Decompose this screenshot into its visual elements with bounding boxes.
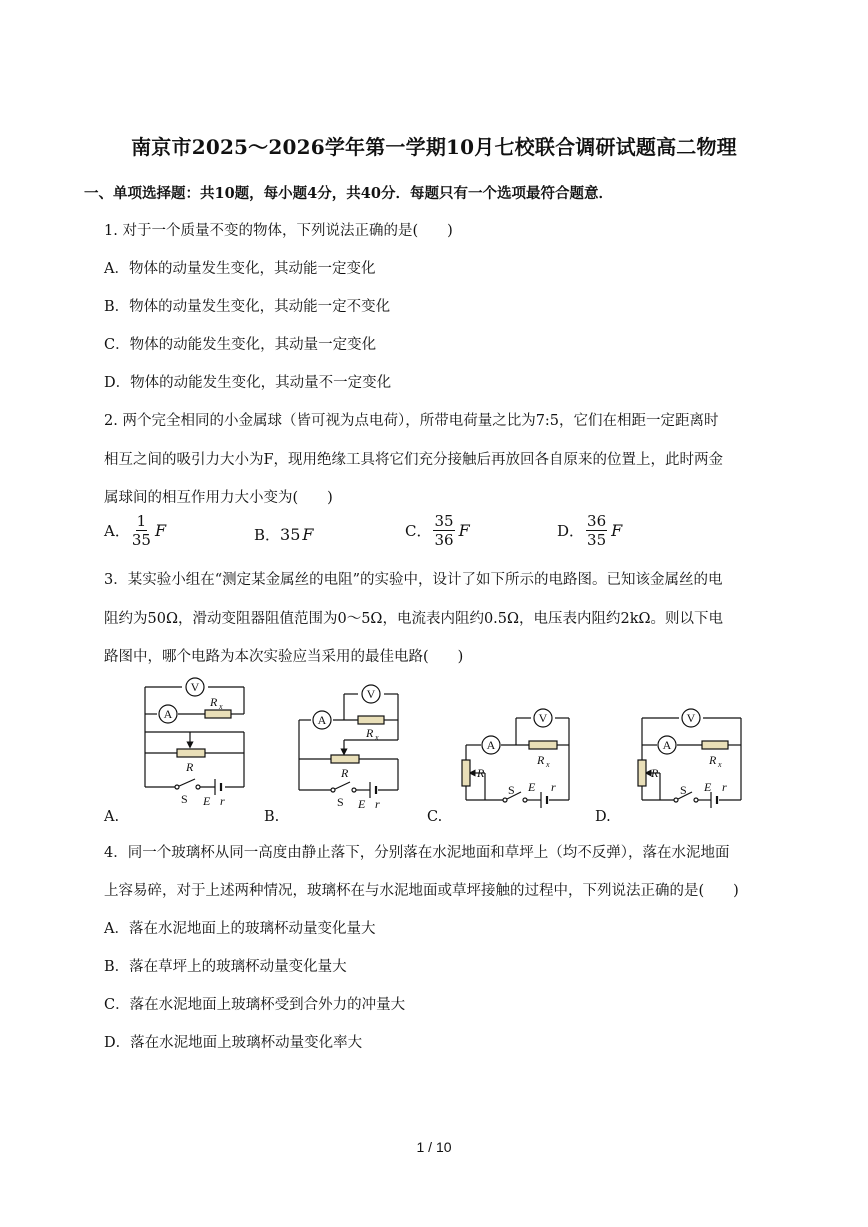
q1-option-b: B．物体的动量发生变化，其动能一定不变化 [104,299,391,315]
q2-stem-line1: 2. 两个完全相同的小金属球（皆可视为点电荷），所带电荷量之比为7:5，它们在相距一定距离时 [104,413,719,429]
ammeter-label: A [163,707,173,721]
q2-option-b [254,524,314,545]
denominator: 35 [131,531,151,549]
option-label: D． [557,522,585,540]
coefficient: 35 [280,525,301,544]
internal-resistance-label: r [722,780,727,794]
emf-label: E [528,780,536,794]
internal-resistance-label: r [551,780,556,794]
q3-option-d-label: D. [595,809,611,825]
q3-option-a-label: A. [104,809,120,825]
q3-stem-line2: 阻约为50Ω，滑动变阻器阻值范围为0～5Ω，电流表内阻约0.5Ω，电压表内阻约2kΩ。则以下电 [104,611,724,627]
q3-option-c-label: C. [427,809,443,825]
q2-option-d [557,512,622,549]
q3-stem-line1: 3．某实验小组在“测定某金属丝的电阻”的实验中，设计了如下所示的电路图。已知该金属丝的电 [104,572,723,588]
resistor-label: R [210,695,218,709]
voltmeter-label: V [538,711,548,725]
rheostat-label: R [477,766,485,780]
numerator: 1 [136,512,147,530]
fraction [433,512,454,549]
q1-option-a: A．物体的动量发生变化，其动能一定变化 [104,261,376,277]
switch-label: S [680,783,687,797]
rheostat-label: R [186,760,194,774]
q2-option-c [405,512,470,549]
q1-option-c: C．物体的动能发生变化，其动量一定变化 [104,337,377,353]
q4-stem-line1: 4．同一个玻璃杯从同一高度由静止落下，分别落在水泥地面和草坪上（均不反弹），落在水泥地面 [104,845,730,861]
q4-option-c: C．落在水泥地面上玻璃杯受到合外力的冲量大 [104,997,406,1013]
voltmeter-label: V [366,687,376,701]
section-heading: 一、单项选择题：共10题，每小题4分，共40分．每题只有一个选项最符合题意． [84,185,613,202]
resistor-subscript: x [546,760,550,769]
variable-f: F [458,521,470,540]
circuit-d [642,718,741,808]
ammeter-label: A [317,713,327,727]
q4-stem-line2: 上容易碎，对于上述两种情况，玻璃杯在与水泥地面或草坪接触的过程中，下列说法正确的是( ) [104,883,739,899]
variable-f: F [154,521,167,540]
q4-option-a: A．落在水泥地面上的玻璃杯动量变化量大 [104,921,376,937]
q4-option-d: D．落在水泥地面上玻璃杯动量变化率大 [104,1035,363,1051]
resistor-label: R [537,753,545,767]
switch-label: S [337,795,344,809]
option-label: B． [254,526,281,544]
internal-resistance-label: r [375,797,380,811]
fraction [132,512,151,549]
fraction [586,512,607,549]
circuit-b [299,694,398,798]
resistor-label: R [366,726,374,740]
rheostat-label: R [651,766,659,780]
emf-label: E [358,797,366,811]
q1-option-d: D．物体的动能发生变化，其动量不一定变化 [104,375,392,391]
rheostat-label: R [341,766,349,780]
emf-label: E [203,794,211,808]
internal-resistance-label: r [220,794,225,808]
ammeter-label: A [662,738,672,752]
q3-circuit-diagrams [0,670,868,830]
q1-stem: 1. 对于一个质量不变的物体，下列说法正确的是( ) [104,223,453,239]
q3-option-b-label: B. [264,809,280,825]
emf-label: E [704,780,712,794]
circuit-a [145,687,244,795]
ammeter-label: A [486,738,496,752]
resistor-subscript: x [718,760,722,769]
voltmeter-label: V [686,711,696,725]
resistor-subscript: x [375,733,379,742]
switch-label: S [181,792,188,806]
q2-option-a [104,512,166,549]
page-title: 南京市2025～2026学年第一学期10月七校联合调研试题高二物理 [131,135,737,159]
switch-label: S [508,783,515,797]
variable-f: F [302,525,314,544]
resistor-subscript: x [219,702,223,711]
variable-f: F [611,521,623,540]
denominator: 36 [434,531,454,549]
q2-stem-line3: 属球间的相互作用力大小变为( ) [104,490,333,506]
resistor-label: R [709,753,717,767]
numerator: 36 [587,512,607,530]
option-label: C． [405,522,432,540]
option-label: A． [104,522,130,540]
q2-stem-line2: 相互之间的吸引力大小为F，现用绝缘工具将它们充分接触后再放回各自原来的位置上，此时两金 [104,452,724,468]
q4-option-b: B．落在草坪上的玻璃杯动量变化量大 [104,959,347,975]
page-number: 1 / 10 [416,1139,452,1155]
q3-stem-line3: 路图中，哪个电路为本次实验应当采用的最佳电路( ) [104,649,464,665]
numerator: 35 [434,512,454,530]
denominator: 35 [587,531,607,549]
voltmeter-label: V [190,680,200,694]
circuit-c [466,718,569,808]
